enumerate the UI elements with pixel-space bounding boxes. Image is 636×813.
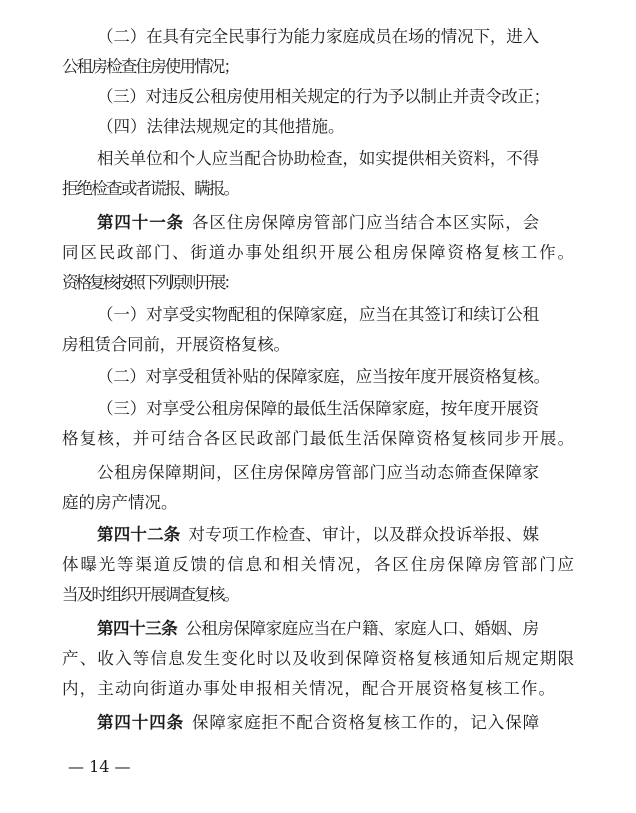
line-content	[62, 578, 238, 612]
line-content	[97, 142, 539, 176]
line-text: 对专项工作检查、审计，以及群众投诉举报、媒	[188, 525, 540, 544]
article-number: 第四十四条	[97, 713, 184, 732]
line-text: （二）对享受租赁补贴的保障家庭，应当按年度开展资格复核。	[97, 367, 550, 386]
text-line	[0, 612, 636, 646]
text-line	[0, 360, 636, 394]
line-content	[97, 456, 540, 490]
line-text: （三）对享受公租房保障的最低生活保障家庭，按年度开展资	[97, 399, 539, 418]
text-line	[0, 298, 636, 332]
page-number: — 14 —	[68, 757, 131, 776]
article-number: 第四十二条	[97, 525, 181, 544]
line-text: 公租房保障期间，区住房保障房管部门应当动态筛查保障家	[97, 463, 540, 482]
line-content	[62, 172, 238, 206]
text-line	[0, 328, 636, 362]
line-content	[97, 518, 539, 552]
line-text: 同区民政部门、街道办事处组织开展公租房保障资格复核工作。	[62, 243, 576, 262]
line-content	[62, 328, 290, 362]
line-content	[97, 206, 540, 240]
line-text: （四）法律法规规定的其他措施。	[97, 117, 345, 136]
text-line	[0, 172, 636, 206]
line-content	[97, 20, 539, 54]
line-text: 拒绝检查或者谎报、瞒报。	[62, 179, 239, 198]
line-text: （三）对违反公租房使用相关规定的行为予以制止并责令改正；	[97, 87, 550, 106]
text-line	[0, 422, 636, 456]
line-text: 庭的房产情况。	[62, 493, 178, 512]
line-content	[62, 266, 237, 300]
line-text: 资格复核按照下列原则开展：	[62, 273, 237, 292]
line-content	[62, 672, 556, 706]
line-text: 格复核，并可结合各区民政部门最低生活保障资格复核同步开展。	[62, 429, 576, 448]
article-number: 第四十三条	[97, 619, 178, 638]
line-text: 房租赁合同前，开展资格复核。	[62, 335, 290, 354]
line-text: 相关单位和个人应当配合协助检查，如实提供相关资料，不得	[97, 149, 539, 168]
line-text: 产、收入等信息发生变化时以及收到保障资格复核通知后规定期限	[62, 649, 576, 668]
text-line	[0, 642, 636, 676]
line-content	[97, 612, 539, 646]
text-line	[0, 392, 636, 426]
text-line	[0, 266, 636, 300]
line-text: （一）对享受实物配租的保障家庭，应当在其签订和续订公租	[97, 305, 539, 324]
text-line	[0, 486, 636, 520]
text-line	[0, 706, 636, 740]
line-text: 体曝光等渠道反馈的信息和相关情况，各区住房保障房管部门应	[62, 555, 576, 574]
text-line	[0, 578, 636, 612]
line-text: （二）在具有完全民事行为能力家庭成员在场的情况下，进入	[97, 27, 539, 46]
text-line	[0, 110, 636, 144]
line-content	[97, 110, 345, 144]
text-line	[0, 206, 636, 240]
article-number: 第四十一条	[97, 213, 184, 232]
line-content	[97, 298, 539, 332]
line-text: 当及时组织开展调查复核。	[62, 585, 239, 604]
line-content	[97, 392, 539, 426]
line-text: 保障家庭拒不配合资格复核工作的，记入保障	[192, 713, 540, 732]
line-text: 公租房保障家庭应当在户籍、家庭人口、婚姻、房	[185, 619, 539, 638]
text-line	[0, 50, 636, 84]
text-line	[0, 80, 636, 114]
text-line	[0, 236, 636, 270]
line-content	[62, 50, 238, 84]
text-line	[0, 548, 636, 582]
text-line	[0, 456, 636, 490]
text-line	[0, 672, 636, 706]
line-content	[62, 486, 178, 520]
text-line	[0, 518, 636, 552]
line-content	[62, 236, 576, 270]
line-content	[97, 360, 550, 394]
text-line	[0, 20, 636, 54]
line-content	[97, 80, 550, 114]
line-content	[97, 706, 540, 740]
line-content	[62, 422, 575, 456]
line-content	[62, 548, 576, 582]
text-line	[0, 142, 636, 176]
line-text: 各区住房保障房管部门应当结合本区实际，会	[192, 213, 540, 232]
line-text: 公租房检查住房使用情况；	[62, 57, 239, 76]
line-text: 内，主动向街道办事处申报相关情况，配合开展资格复核工作。	[62, 679, 557, 698]
line-content	[62, 642, 575, 676]
